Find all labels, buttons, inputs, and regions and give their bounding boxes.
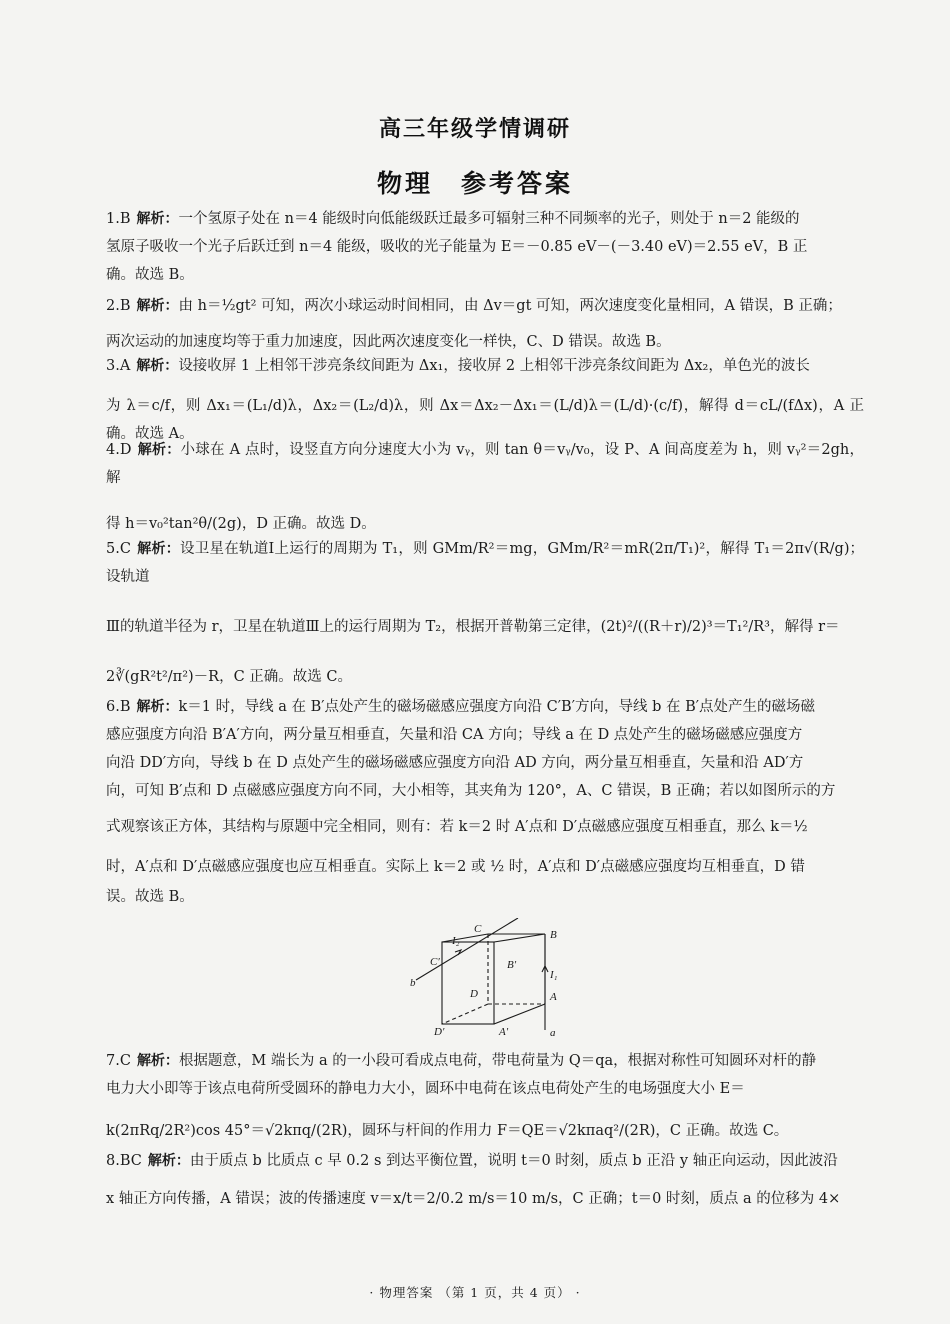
answer-text: 电力大小即等于该点电荷所受圆环的静电力大小，圆环中电荷在该点电荷处产生的电场强度大小 E＝ — [106, 1081, 745, 1097]
cube-front-face — [442, 942, 494, 1024]
answer-text: 向，可知 B′点和 D 点磁感应强度方向不同，大小相等，其夹角为 120°，A、C 错误，B 正确；若以如图所示的方 — [106, 783, 836, 799]
answer-text: 氢原子吸收一个光子后跃迁到 n＝4 能级，吸收的光子能量为 E＝－0.85 eV－(－3.40 eV)＝2.55 eV，B 正 — [106, 239, 808, 255]
answer-text: 设卫星在轨道Ⅰ上运行的周期为 T₁，则 GMm/R²＝mg，GMm/R²＝mR(2π/T₁)²，解得 T₁＝2π√(R/g)；设轨道 — [106, 541, 864, 585]
answer-text: 为 λ＝c/f，则 Δx₁＝(L₁/d)λ，Δx₂＝(L₂/d)λ，则 Δx＝Δx₂－Δx₁＝(L/d)λ＝(L/d)·(c/f)，解得 d＝cL/(fΔx)，A 正确。故选 A。 — [106, 398, 864, 442]
answer-text: 式观察该正方体，其结构与原题中完全相同，则有：若 k＝2 时 A′点和 D′点磁感应强度互相垂直，那么 k＝½ — [106, 819, 808, 835]
label-D: D — [470, 988, 478, 1000]
answer-text: k(2πRq/2R²)cos 45°＝√2kπq/(2R)，圆环与杆间的作用力 F＝QE＝√2kπaq²/(2R)，C 正确。故选 C。 — [106, 1123, 789, 1139]
analysis-label: 解析： — [136, 298, 179, 314]
answer-text: 两次运动的加速度均等于重力加速度，因此两次速度变化一样快，C、D 错误。故选 B。 — [106, 334, 671, 350]
answer-text: 确。故选 B。 — [106, 267, 194, 283]
label-a: a — [550, 1027, 556, 1039]
analysis-label: 解析： — [147, 1153, 190, 1169]
arrow-i2 — [455, 950, 461, 955]
answer-text: 时，A′点和 D′点磁感应强度也应互相垂直。实际上 k＝2 或 ½ 时，A′点和 D′点磁感应强度均互相垂直，D 错 — [106, 859, 805, 875]
answer-6 — [106, 693, 864, 911]
answer-number: 8.BC — [106, 1153, 142, 1169]
answer-number: 5.C — [106, 541, 131, 557]
answer-4 — [106, 436, 864, 538]
answer-text: 设接收屏 1 上相邻干涉亮条纹间距为 Δx₁，接收屏 2 上相邻干涉亮条纹间距为 Δx₂，单色光的波长 — [178, 358, 810, 374]
answer-number: 3.A — [106, 358, 131, 374]
cube-diagram — [400, 918, 575, 1040]
answer-text: k＝1 时，导线 a 在 B′点处产生的磁场磁感应强度方向沿 C′B′方向，导线 b 在 B′点处产生的磁场磁 — [178, 699, 816, 715]
label-b: b — [410, 977, 416, 989]
analysis-label: 解析： — [136, 211, 179, 227]
page-footer: · 物理答案 （第 1 页，共 4 页） · — [369, 1285, 581, 1300]
analysis-label: 解析： — [136, 1053, 179, 1069]
wire-b — [416, 918, 518, 980]
label-Ap: A′ — [499, 1026, 509, 1038]
label-C: C — [474, 923, 482, 935]
answer-number: 2.B — [106, 298, 131, 314]
answer-number: 6.B — [106, 699, 131, 715]
answer-2 — [106, 292, 864, 356]
analysis-label: 解析： — [136, 358, 179, 374]
answer-text: 感应强度方向沿 B′A′方向，两分量互相垂直，矢量和沿 CA 方向；导线 a 在 D 点处产生的磁场磁感应强度方 — [106, 727, 803, 743]
label-A: A — [550, 991, 557, 1003]
analysis-label: 解析： — [136, 541, 180, 557]
answer-1 — [106, 205, 864, 289]
answer-text: 由于质点 b 比质点 c 早 0.2 s 到达平衡位置，说明 t＝0 时刻，质点 b 正沿 y 轴正向运动，因此波沿 — [189, 1153, 838, 1169]
label-Dp: D′ — [434, 1026, 445, 1038]
answer-text: 得 h＝v₀²tan²θ/(2g)，D 正确。故选 D。 — [106, 516, 376, 532]
answer-5 — [106, 535, 864, 691]
answer-text: 误。故选 B。 — [106, 889, 194, 905]
answer-text: 一个氢原子处在 n＝4 能级时向低能级跃迁最多可辐射三种不同频率的光子，则处于 n＝2 能级的 — [178, 211, 800, 227]
answer-3 — [106, 352, 864, 448]
label-Cp: C′ — [430, 956, 440, 968]
analysis-label: 解析： — [137, 442, 181, 458]
label-I1: I₁ — [550, 969, 558, 981]
answer-text: 向沿 DD′方向，导线 b 在 D 点处产生的磁场磁感应强度方向沿 AD 方向，两分量互相垂直，矢量和沿 AD′方 — [106, 755, 804, 771]
answer-text: Ⅲ的轨道半径为 r，卫星在轨道Ⅲ上的运行周期为 T₂，根据开普勒第三定律，(2t)²/((R＋r)/2)³＝T₁²/R³，解得 r＝ — [106, 619, 840, 635]
page-subtitle: 物理 参考答案 — [376, 169, 573, 198]
analysis-label: 解析： — [136, 699, 179, 715]
answer-text: 小球在 A 点时，设竖直方向分速度大小为 vᵧ，则 tan θ＝vᵧ/v₀，设 P、A 间高度差为 h，则 vᵧ²＝2gh，解 — [106, 442, 865, 486]
page-title: 高三年级学情调研 — [378, 116, 571, 142]
answer-number: 1.B — [106, 211, 131, 227]
answer-number: 7.C — [106, 1053, 131, 1069]
label-I2: I₂ — [452, 935, 460, 947]
answer-text: x 轴正方向传播，A 错误；波的传播速度 v＝x/t＝2/0.2 m/s＝10 m/s，C 正确；t＝0 时刻，质点 a 的位移为 4× — [106, 1191, 841, 1207]
answer-number: 4.D — [106, 442, 132, 458]
label-Bp: B′ — [507, 959, 517, 971]
answer-8 — [106, 1147, 864, 1213]
label-B: B — [550, 929, 557, 941]
answer-text: 2∛(gR²t²/π²)－R，C 正确。故选 C。 — [106, 669, 352, 685]
answer-text: 根据题意，M 端长为 a 的一小段可看成点电荷，带电荷量为 Q＝qa，根据对称性可知圆环对杆的静 — [178, 1053, 817, 1069]
answer-text: 由 h＝½gt² 可知，两次小球运动时间相同，由 Δv＝gt 可知，两次速度变化量相同，A 错误，B 正确； — [178, 298, 842, 314]
answer-7 — [106, 1047, 864, 1145]
